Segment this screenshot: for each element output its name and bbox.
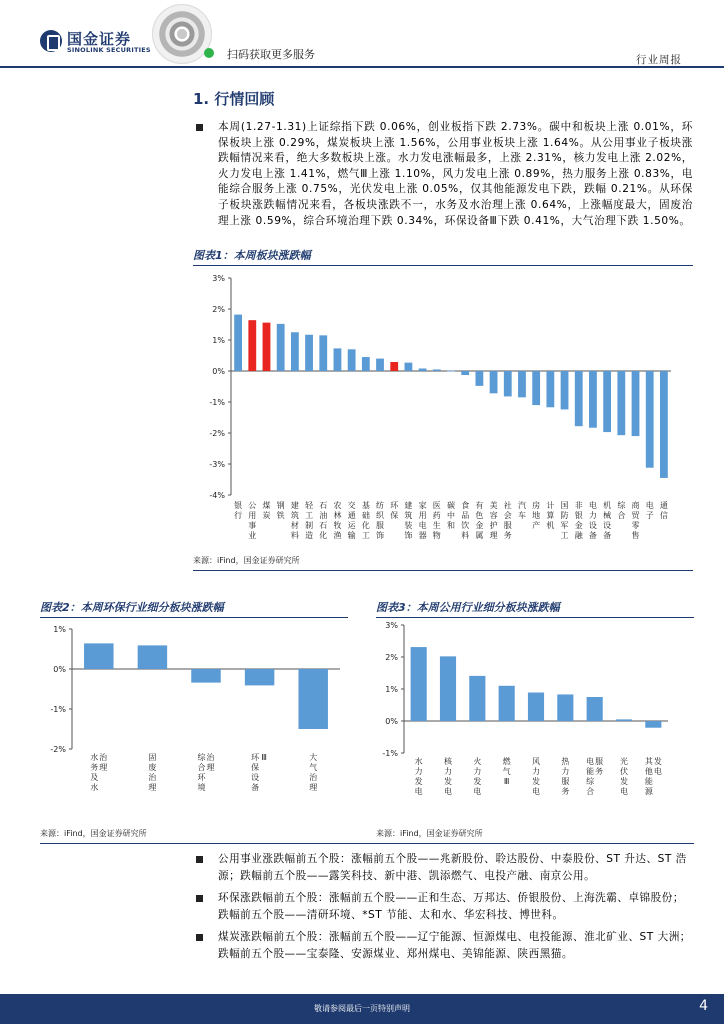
category-label: 发 xyxy=(473,777,482,786)
category-label: 社 xyxy=(503,501,512,510)
section-title: 1. 行情回顾 xyxy=(193,90,275,108)
bar xyxy=(603,371,611,432)
bar xyxy=(587,697,603,721)
category-label: 石 xyxy=(319,501,328,510)
bar xyxy=(433,369,441,371)
category-label: 造 xyxy=(305,531,314,540)
category-label: 设 xyxy=(251,773,260,782)
figure3-source: 来源：iFind，国金证券研究所 xyxy=(376,829,483,838)
category-label: 备 xyxy=(251,783,260,792)
category-label: 渔 xyxy=(333,531,342,540)
category-label: 公 xyxy=(248,501,257,510)
category-label: 饰 xyxy=(404,531,413,540)
category-label: 零 xyxy=(631,521,640,530)
page-number: 4 xyxy=(699,998,708,1014)
category-label: 环 xyxy=(197,773,206,782)
figure3-label: 图表3：本周公用行业细分板块涨跌幅 xyxy=(376,601,560,614)
category-label: 装 xyxy=(404,521,413,530)
category-label: 银 xyxy=(574,511,583,520)
category-label: 美 xyxy=(489,501,498,510)
category-label: 工 xyxy=(305,511,314,520)
category-label: 商 xyxy=(631,501,640,510)
category-label: 料 xyxy=(290,531,299,540)
figure1-label: 图表1：本周板块涨跌幅 xyxy=(193,249,311,262)
category-label: 纺 xyxy=(376,501,385,510)
category-label: 备 xyxy=(603,531,612,540)
category-label: 建 xyxy=(404,501,413,510)
category-label: 产 xyxy=(532,521,541,530)
category-label: 属 xyxy=(475,531,484,540)
bar xyxy=(632,371,640,436)
bar xyxy=(411,647,427,721)
list-item: 公用事业涨跌幅前五个股：涨幅前五个股——兆新股份、聆达股份、中泰股份、ST 升达、ST 浩源；跌幅前五个股——露笑科技、新中港、凯添燃气、电投产融、南京公用。 xyxy=(193,851,693,885)
category-label: 筑 xyxy=(290,511,299,520)
env-subsector-chart xyxy=(40,620,350,820)
bar xyxy=(589,371,597,428)
category-label: 食 xyxy=(461,501,470,510)
category-label: 风 xyxy=(532,757,540,766)
category-label: 机 xyxy=(546,521,555,530)
category-label: 治 xyxy=(148,773,157,782)
category-label: 电 xyxy=(620,787,628,796)
category-label: 光 xyxy=(620,757,628,766)
category-label: 化 xyxy=(361,521,370,530)
category-label: 理 xyxy=(309,783,318,792)
figure3-top-rule xyxy=(376,617,694,618)
category-label: 核 xyxy=(444,757,452,766)
category-label: 环 xyxy=(390,501,399,510)
category-label: 理 xyxy=(99,763,108,772)
sinolink-logo-icon xyxy=(40,30,62,52)
category-label: 电 xyxy=(645,501,654,510)
category-label: 备 xyxy=(588,531,597,540)
company-name-cn: 国金证券 xyxy=(67,30,132,48)
category-label: 及 xyxy=(90,773,99,782)
category-label: 大 xyxy=(309,753,318,762)
category-label: 保 xyxy=(251,763,260,772)
category-label: 饰 xyxy=(376,531,385,540)
category-label: 碳 xyxy=(447,501,455,510)
category-label: 火 xyxy=(473,757,482,766)
category-label: 他 xyxy=(644,767,653,776)
category-label: 金 xyxy=(475,521,484,530)
paragraph-text: 本周(1.27-1.31)上证综指下跌 0.06%，创业板指下跌 2.73%。碳中和板块上涨 0.01%，环保板块上涨 0.29%，煤炭板块上涨 1.56%，公用事业板块上涨 1.64%。从公用事业子板块涨跌幅情况来看，绝大多数板块上涨。水力发电涨幅最多，上涨 2.31%，核力发电上涨 2.02%，火力发电上涨 1.41%，燃气Ⅲ上涨 1.10%，风力发电上涨 0.89%，热力服务上涨 0.83%，电能综合服务上涨 0.75%，光伏发电上涨 0.05%，仅其他能源发电下跌，跌幅 0.21%。从环保子板块涨跌幅情况来看，各板块涨跌不一，水务及水治理上涨 0.64%，上涨幅度最大，固废治理上涨 0.59%，综合环境治理下跌 0.34%，环保设备Ⅲ下跌 0.41%，大气治理下跌 1.50%。 xyxy=(218,121,693,227)
category-label: 林 xyxy=(333,511,342,520)
category-label: 械 xyxy=(603,511,612,520)
qr-code-icon[interactable] xyxy=(152,4,212,64)
stock-bullets xyxy=(193,851,693,968)
category-label: 工 xyxy=(361,531,370,540)
category-label: 化 xyxy=(319,531,328,540)
bar xyxy=(319,335,327,371)
category-label: 综 xyxy=(586,777,595,786)
category-label: 生 xyxy=(432,521,441,530)
bullet-icon xyxy=(196,895,203,902)
category-label: 发 xyxy=(444,777,452,786)
category-label: 其 xyxy=(644,757,653,766)
category-label: 医 xyxy=(432,501,441,510)
category-label: 服 xyxy=(376,521,385,530)
category-label: 务 xyxy=(595,767,604,776)
bar xyxy=(84,643,113,669)
category-label: 固 xyxy=(148,753,157,762)
category-label: 钢 xyxy=(276,501,285,510)
bar xyxy=(376,359,384,371)
category-label: 容 xyxy=(489,511,498,520)
bar xyxy=(499,686,515,721)
figure2-top-rule xyxy=(40,617,348,618)
category-label: 农 xyxy=(333,501,342,510)
category-label: 用 xyxy=(248,511,257,520)
category-label: 护 xyxy=(489,521,498,530)
category-label: 炭 xyxy=(262,511,271,520)
y-tick-label: 0% xyxy=(53,665,66,674)
category-label: 事 xyxy=(248,521,257,530)
category-label: 机 xyxy=(603,501,612,510)
category-label: 煤 xyxy=(262,501,271,510)
category-label: 通 xyxy=(659,501,668,510)
bar xyxy=(245,669,274,685)
category-label: 电 xyxy=(444,787,452,796)
category-label: 理 xyxy=(206,763,215,772)
category-label: 业 xyxy=(248,531,257,540)
bar xyxy=(660,371,668,478)
category-label: 力 xyxy=(473,767,482,776)
category-label: 料 xyxy=(461,531,470,540)
bar xyxy=(440,656,456,721)
list-item: 煤炭涨跌幅前五个股：涨幅前五个股——辽宁能源、恒源煤电、电投能源、淮北矿业、ST 大洲；跌幅前五个股——宝泰隆、安源煤业、郑州煤电、美锦能源、陕西黑猫。 xyxy=(193,929,693,963)
y-tick-label: 1% xyxy=(212,336,225,345)
bar xyxy=(234,315,242,371)
category-label: 融 xyxy=(574,531,583,540)
bar xyxy=(575,371,583,426)
list-item: 环保涨跌幅前五个股：涨幅前五个股——正和生态、万邦达、侨银股份、上海洗霸、卓锦股份；跌幅前五个股——清研环境、*ST 节能、太和水、华宏科技、博世科。 xyxy=(193,890,693,924)
bar xyxy=(277,324,285,371)
bar xyxy=(298,669,327,729)
bar xyxy=(390,362,398,371)
category-label: 材 xyxy=(290,521,299,530)
category-label: 织 xyxy=(376,511,385,520)
category-label: 电 xyxy=(586,757,595,766)
y-tick-label: 2% xyxy=(212,305,225,314)
bar xyxy=(518,371,526,397)
category-label: 和 xyxy=(447,521,455,530)
y-tick-label: -3% xyxy=(209,460,225,469)
category-label: 运 xyxy=(347,521,356,530)
scan-prompt: 扫码获取更多服务 xyxy=(227,48,315,61)
y-tick-label: -1% xyxy=(50,705,66,714)
bar xyxy=(504,371,512,396)
category-label: Ⅲ xyxy=(503,777,510,786)
bar xyxy=(334,348,342,371)
category-label: 电 xyxy=(473,787,482,796)
bar xyxy=(291,332,299,371)
category-label: 发 xyxy=(620,777,628,786)
category-label: 设 xyxy=(603,521,612,530)
bar xyxy=(447,371,455,372)
y-tick-label: -2% xyxy=(209,429,225,438)
category-label: 环 xyxy=(251,753,260,762)
figure1-bottom-rule xyxy=(193,570,693,571)
y-tick-label: 2% xyxy=(385,653,398,662)
category-label: 售 xyxy=(631,531,640,540)
category-label: 服 xyxy=(503,521,512,530)
category-label: 能 xyxy=(586,767,595,776)
y-tick-label: 0% xyxy=(385,717,398,726)
figures-bottom-rule xyxy=(40,843,694,844)
bar xyxy=(645,721,661,728)
y-tick-label: -4% xyxy=(209,491,225,500)
category-label: 建 xyxy=(290,501,299,510)
category-label: 品 xyxy=(461,511,470,520)
category-label: 务 xyxy=(561,787,570,796)
category-label: 治 xyxy=(99,753,108,762)
category-label: 合 xyxy=(586,787,595,796)
category-label: 水 xyxy=(414,757,423,766)
category-label: 发 xyxy=(414,777,423,786)
category-label: 国 xyxy=(560,501,569,510)
category-label: 行 xyxy=(234,511,243,520)
y-tick-label: 1% xyxy=(53,625,66,634)
bar xyxy=(546,371,554,407)
bar xyxy=(348,349,356,371)
category-label: 军 xyxy=(560,521,569,530)
utility-subsector-chart xyxy=(376,620,694,820)
category-label: 铁 xyxy=(276,511,285,520)
category-label: 发 xyxy=(653,757,662,766)
category-label: 综 xyxy=(617,501,626,510)
category-label: 力 xyxy=(561,767,570,776)
category-label: 器 xyxy=(418,531,427,540)
category-label: 力 xyxy=(414,767,423,776)
category-label: 服 xyxy=(595,757,604,766)
category-label: 伏 xyxy=(620,767,628,776)
category-label: 房 xyxy=(532,501,541,510)
category-label: 色 xyxy=(475,511,484,520)
category-label: Ⅲ xyxy=(261,753,267,762)
y-tick-label: 0% xyxy=(212,367,225,376)
category-label: 石 xyxy=(319,521,328,530)
bar xyxy=(248,320,256,371)
category-label: 油 xyxy=(319,511,328,520)
category-label: 有 xyxy=(475,501,484,510)
category-label: 力 xyxy=(588,511,597,520)
category-label: 气 xyxy=(309,763,318,772)
category-label: 电 xyxy=(653,767,662,776)
category-label: 废 xyxy=(148,763,157,772)
y-tick-label: -1% xyxy=(382,749,398,758)
category-label: 中 xyxy=(447,511,455,520)
bar xyxy=(616,719,632,721)
bar xyxy=(646,371,654,468)
category-label: 金 xyxy=(574,521,583,530)
category-label: 水 xyxy=(90,783,99,792)
category-label: 设 xyxy=(588,521,597,530)
category-label: 物 xyxy=(432,531,441,540)
category-label: 银 xyxy=(234,501,243,510)
bar xyxy=(528,693,544,721)
y-tick-label: 3% xyxy=(385,621,398,630)
category-label: 务 xyxy=(503,531,512,540)
category-label: 力 xyxy=(444,767,452,776)
header-divider xyxy=(0,66,724,68)
bar xyxy=(405,363,413,371)
category-label: 电 xyxy=(532,787,540,796)
category-label: 电 xyxy=(414,787,423,796)
figure1-source: 来源：iFind，国金证券研究所 xyxy=(193,556,300,565)
category-label: 发 xyxy=(532,777,540,786)
category-label: 理 xyxy=(148,783,157,792)
category-label: 服 xyxy=(561,777,570,786)
category-label: 贸 xyxy=(631,511,640,520)
category-label: 电 xyxy=(418,521,427,530)
figure2-label: 图表2：本周环保行业细分板块涨跌幅 xyxy=(40,601,224,614)
category-label: 输 xyxy=(347,531,356,540)
category-label: 力 xyxy=(532,767,540,776)
category-label: 交 xyxy=(347,501,356,510)
category-label: 能 xyxy=(644,777,653,786)
company-name-en: SINOLINK SECURITIES xyxy=(67,46,151,54)
bar xyxy=(362,357,370,371)
y-tick-label: -1% xyxy=(209,398,225,407)
category-label: 治 xyxy=(206,753,215,762)
category-label: 防 xyxy=(560,511,569,520)
page-footer xyxy=(0,994,724,1024)
bar xyxy=(419,369,427,371)
category-label: 汽 xyxy=(517,501,526,510)
category-label: 药 xyxy=(432,511,441,520)
category-label: 制 xyxy=(305,521,314,530)
category-label: 基 xyxy=(361,501,370,510)
category-label: 通 xyxy=(347,511,356,520)
bar xyxy=(532,371,540,405)
category-label: 会 xyxy=(503,511,512,520)
bar xyxy=(557,694,573,721)
disclaimer-note: 敬请参阅最后一页特别声明 xyxy=(314,1004,410,1013)
category-label: 合 xyxy=(617,511,626,520)
y-tick-label: 3% xyxy=(212,274,225,283)
category-label: 理 xyxy=(489,531,498,540)
bar xyxy=(617,371,625,435)
bar xyxy=(469,676,485,721)
category-label: 水 xyxy=(90,753,99,762)
category-label: 源 xyxy=(644,787,653,796)
category-label: 信 xyxy=(659,511,668,520)
figure1-top-rule xyxy=(193,265,693,266)
category-label: 家 xyxy=(418,501,427,510)
bar xyxy=(263,323,271,371)
category-label: 工 xyxy=(560,531,569,540)
bar xyxy=(490,371,498,393)
bar xyxy=(305,335,313,371)
category-label: 务 xyxy=(90,763,99,772)
y-tick-label: -2% xyxy=(50,745,66,754)
category-label: 燃 xyxy=(502,757,511,766)
category-label: 气 xyxy=(502,767,511,776)
category-label: 用 xyxy=(418,511,427,520)
category-label: 治 xyxy=(309,773,318,782)
category-label: 车 xyxy=(517,511,526,520)
category-label: 非 xyxy=(574,501,583,510)
category-label: 础 xyxy=(361,511,370,520)
figure2-source: 来源：iFind，国金证券研究所 xyxy=(40,829,147,838)
wechat-icon xyxy=(204,48,214,58)
category-label: 牧 xyxy=(333,521,342,530)
category-label: 饮 xyxy=(461,521,470,530)
sector-change-chart xyxy=(193,268,693,548)
category-label: 热 xyxy=(561,757,570,766)
bar xyxy=(138,645,167,669)
category-label: 算 xyxy=(546,511,555,520)
y-tick-label: 1% xyxy=(385,685,398,694)
page-header xyxy=(0,0,724,68)
report-type: 行业周报 xyxy=(636,54,682,66)
category-label: 电 xyxy=(588,501,597,510)
category-label: 保 xyxy=(390,511,399,520)
bullet-icon xyxy=(196,856,203,863)
category-label: 筑 xyxy=(404,511,413,520)
category-label: 子 xyxy=(645,511,654,520)
bar xyxy=(191,669,220,683)
bar xyxy=(475,371,483,386)
category-label: 合 xyxy=(197,763,206,772)
bar xyxy=(461,371,469,375)
market-review-paragraph xyxy=(193,120,693,229)
category-label: 轻 xyxy=(305,501,314,510)
category-label: 地 xyxy=(532,511,541,520)
category-label: 综 xyxy=(197,753,206,762)
bar xyxy=(561,371,569,409)
bullet-icon xyxy=(196,934,203,941)
category-label: 计 xyxy=(546,501,555,510)
category-label: 境 xyxy=(197,783,206,792)
